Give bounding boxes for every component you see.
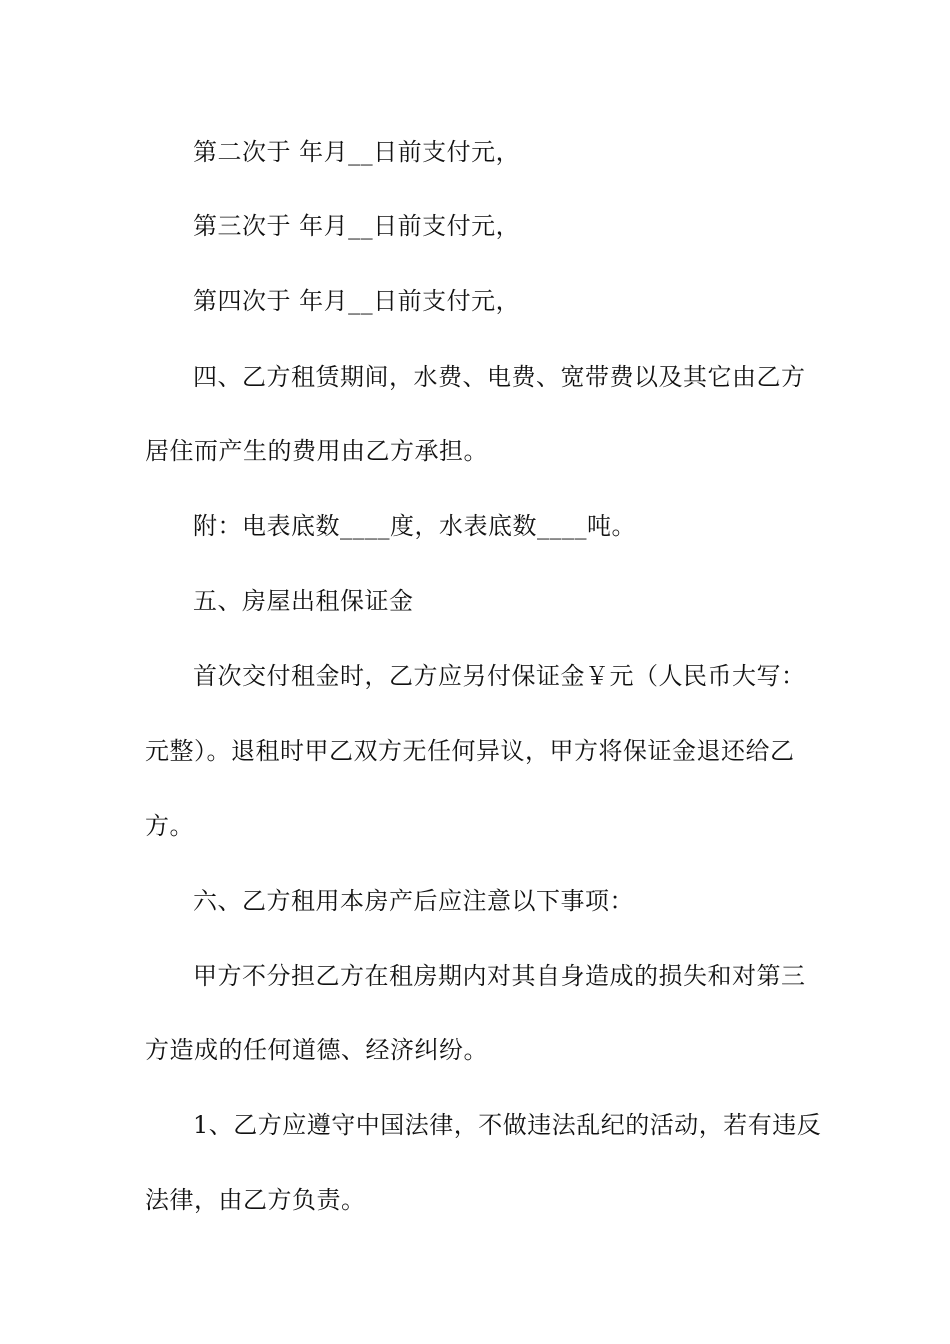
deposit-line-1: 首次交付租金时，乙方应另付保证金￥元（人民币大写： xyxy=(193,662,806,690)
clause-five-heading: 五、房屋出租保证金 xyxy=(193,587,414,615)
clause-six-heading: 六、乙方租用本房产后应注意以下事项： xyxy=(193,887,634,915)
deposit-line-2: 元整）。退租时甲乙双方无任何异议，甲方将保证金退还给乙 xyxy=(145,737,795,765)
payment-line-fourth: 第四次于 年月__日前支付元， xyxy=(193,287,521,315)
liability-line-2: 方造成的任何道德、经济纠纷。 xyxy=(145,1036,488,1064)
deposit-line-3: 方。 xyxy=(145,812,194,840)
liability-line-1: 甲方不分担乙方在租房期内对其自身造成的损失和对第三 xyxy=(193,962,806,990)
clause-four-line-1: 四、乙方租赁期间，水费、电费、宽带费以及其它由乙方 xyxy=(193,363,806,391)
item-one-line-2: 法律，由乙方负责。 xyxy=(145,1186,366,1214)
clause-four-line-2: 居住而产生的费用由乙方承担。 xyxy=(145,437,488,465)
item-one-line-1: 1、乙方应遵守中国法律，不做违法乱纪的活动，若有违反 xyxy=(193,1111,822,1139)
meter-readings-line: 附：电表底数____度，水表底数____吨。 xyxy=(193,512,636,540)
payment-line-third: 第三次于 年月__日前支付元， xyxy=(193,212,521,240)
payment-line-second: 第二次于 年月__日前支付元， xyxy=(193,138,521,166)
